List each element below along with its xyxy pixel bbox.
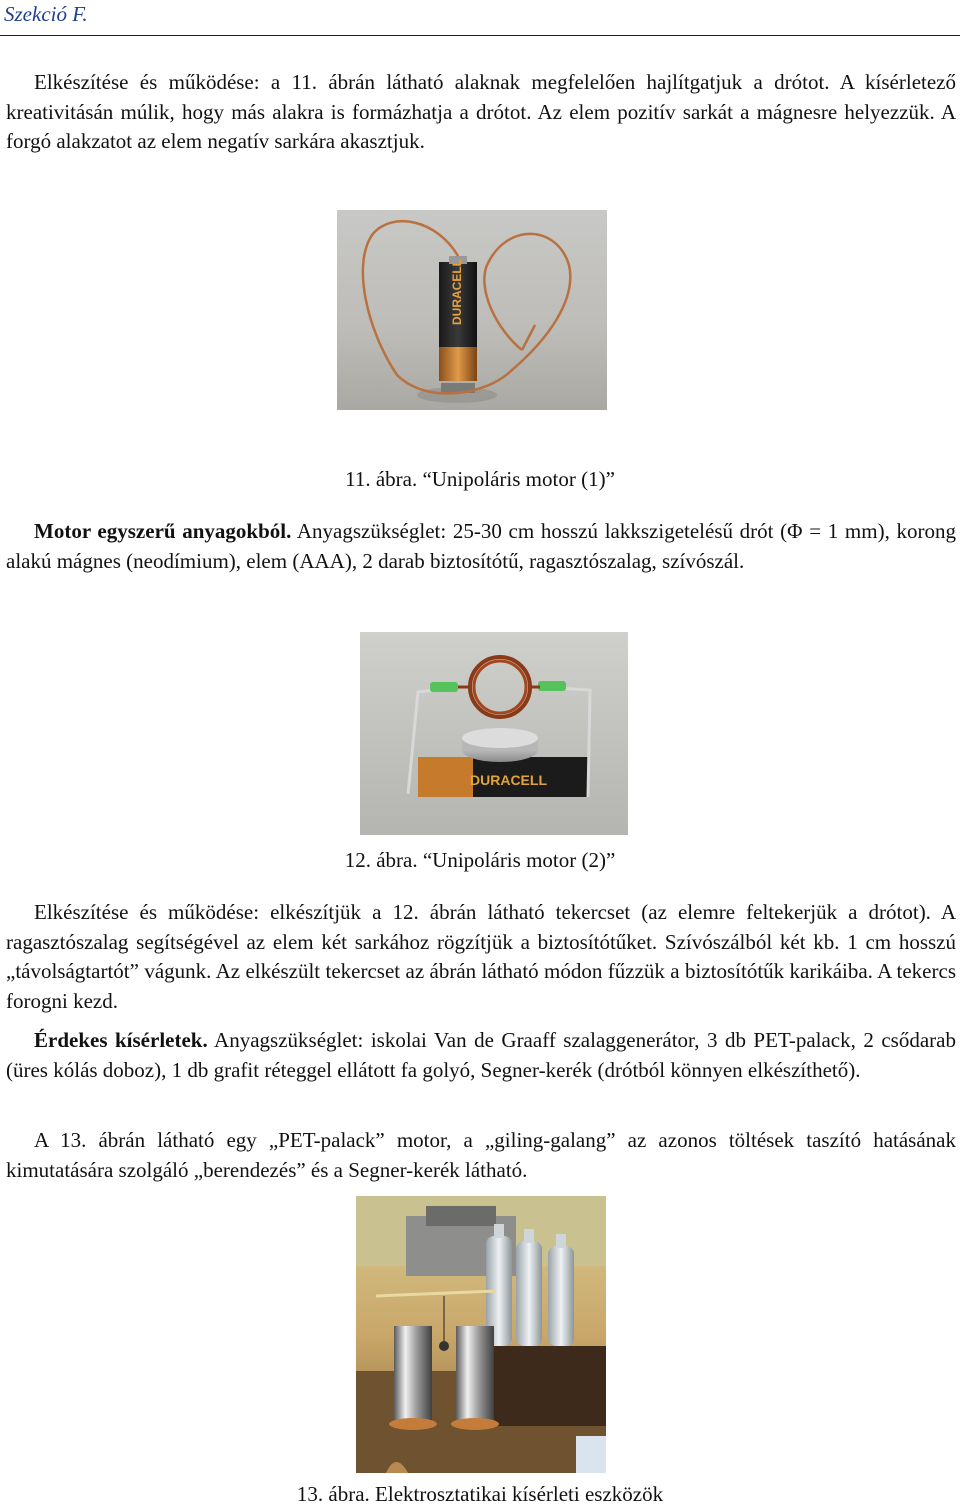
- paragraph-2-bold: Motor egyszerű anyagokból.: [34, 519, 292, 543]
- graphite-ball: [439, 1341, 449, 1351]
- figure-13-caption: 13. ábra. Elektrosztatikai kísérleti eszközök: [296, 1482, 664, 1506]
- paragraph-3-text: Elkészítése és működése: elkészítjük a 12. ábrán látható tekercset (az elemre feltekerjük a drótot). A ragasztószalag segítségével az elem két sarkához rögzítjük a biztosítótűket. Szívószálból két kb. 1 cm hosszú „távolságtartót” vágunk. Az elkészült tekercset az ábrán látható módon fűzzük a biztosítótűk karikáiba. A tekercs forogni kezd.: [6, 900, 956, 1013]
- section-header: Szekció F.: [4, 2, 88, 26]
- metal-can-left: [394, 1326, 432, 1421]
- paragraph-4-text: Anyagszükséglet: iskolai Van de Graaff szalaggenerátor, 3 db PET-palack, 2 csődarab (üres kólás doboz), 1 db grafit réteggel ellátott fa golyó, Segner-kerék (drótból könnyen elkészíthető).: [6, 1028, 956, 1082]
- paragraph-4-bold: Érdekes kísérletek.: [34, 1028, 208, 1052]
- straw-spacer-left: [430, 682, 458, 692]
- figure-12-photo: [360, 632, 628, 835]
- header-divider: [0, 35, 960, 36]
- battery-brand-12: DURACELL: [470, 772, 547, 788]
- paragraph-5-text: A 13. ábrán látható egy „PET-palack” motor, a „giling-galang” az azonos töltések taszító hatásának kimutatására szolgáló „berendezés” és a Segner-kerék látható.: [6, 1128, 956, 1182]
- wooden-board: [476, 1346, 606, 1426]
- paragraph-2-text: Anyagszükséglet: 25-30 cm hosszú lakkszigetelésű drót (Φ = 1 mm), korong alakú mágnes (neodímium), elem (AAA), 2 darab biztosítótű, ragasztószalag, szívószál.: [6, 519, 956, 573]
- paragraph-4: [6, 1026, 956, 1085]
- paragraph-3: [6, 898, 956, 1016]
- figure-11-photo: [337, 210, 607, 410]
- figure-13-photo: [356, 1196, 606, 1473]
- straw-spacer-right: [538, 681, 566, 691]
- pet-bottles: [486, 1224, 574, 1346]
- figure-12-caption: 12. ábra. “Unipoláris motor (2)”: [344, 848, 616, 872]
- figure-11-caption: 11. ábra. “Unipoláris motor (1)”: [345, 467, 615, 491]
- metal-can-right: [456, 1326, 494, 1421]
- battery-brand-11: DURACELL: [450, 259, 464, 325]
- paragraph-1-text: Elkészítése és működése: a 11. ábrán látható alaknak megfelelően hajlítgatjuk a drótot. A kísérletező kreativitásán múlik, hogy más alakra is formázhatja a drótot. Az elem pozitív sarkát a mágnesre helyezzük. A forgó alakzatot az elem negatív sarkára akasztjuk.: [6, 70, 956, 153]
- paragraph-2: [6, 517, 956, 576]
- paragraph-1: [6, 68, 956, 157]
- paragraph-5: [6, 1126, 956, 1185]
